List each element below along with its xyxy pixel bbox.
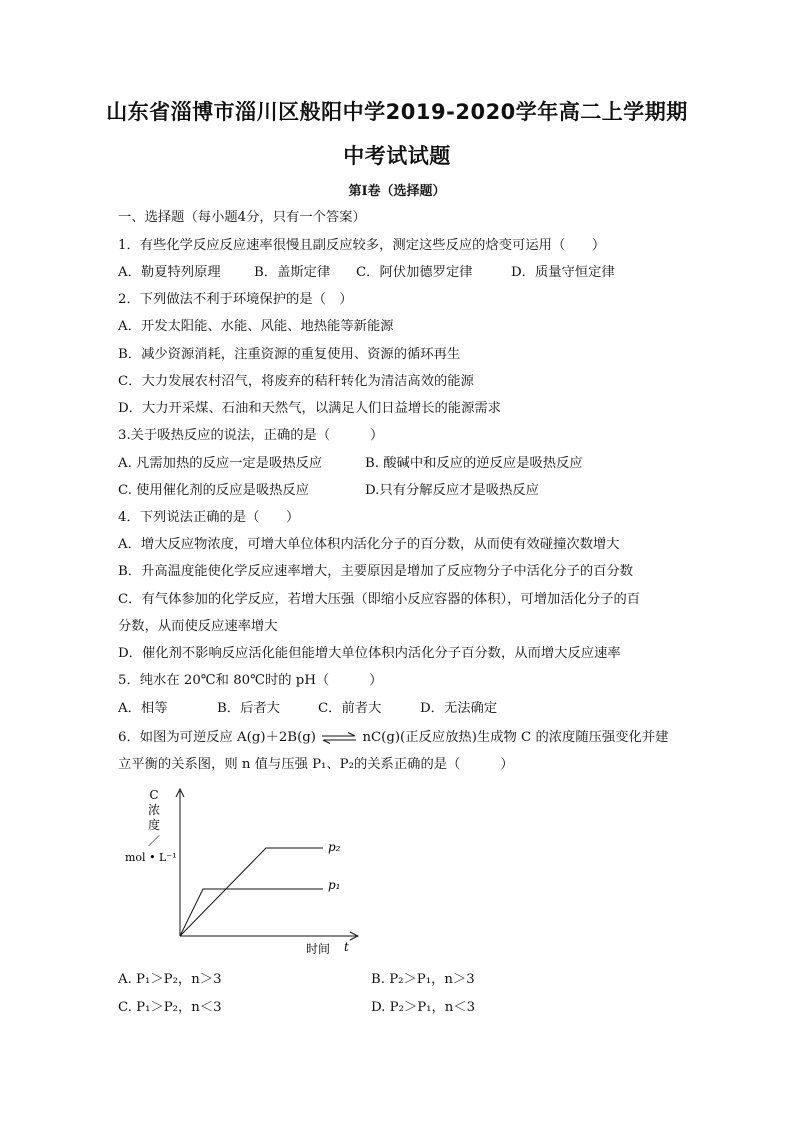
page-title: 山东省淄博市淄川区般阳中学2019-2020学年高二上学期期	[106, 100, 688, 124]
question-5-option-d: D．无法确定	[420, 701, 498, 716]
graph-curve-p1-label: p₁	[328, 878, 341, 892]
section-heading: 第Ⅰ卷（选择题）	[348, 184, 446, 199]
question-4-option-a: A．增大反应物浓度，可增大单位体积内活化分子的百分数，从而使有效碰撞次数增大	[118, 537, 620, 552]
graph-ylabel-2: 浓	[147, 803, 161, 817]
question-6-option-a: A. P₁＞P₂，n＞3	[118, 972, 222, 987]
question-5-stem: 5．纯水在 20℃和 80℃时的 pH（ ）	[118, 673, 383, 688]
question-2-option-a: A．开发太阳能、水能、风能、地热能等新能源	[118, 319, 394, 334]
question-2-stem: 2．下列做法不利于环境保护的是（ ）	[118, 292, 353, 307]
question-1-option-a: A．勒夏特列原理	[118, 265, 221, 280]
question-4-option-c: C．有气体参加的化学反应，若增大压强（即缩小反应容器的体积），可增加活化分子的百	[118, 592, 641, 607]
question-4-stem: 4．下列说法正确的是（ ）	[118, 510, 300, 525]
question-1-option-d: D．质量守恒定律	[511, 265, 615, 280]
question-5-option-c: C．前者大	[318, 701, 382, 716]
question-3-option-c: C. 使用催化剂的反应是吸热反应	[118, 483, 310, 498]
instructions: 一、选择题（每小题4分，只有一个答案）	[118, 210, 366, 225]
question-2-option-d: D．大力开采煤、石油和天然气，以满足人们日益增长的能源需求	[118, 401, 501, 416]
question-1-option-b: B．盖斯定律	[254, 265, 331, 280]
question-6-stem-part1: 6．如图为可逆反应 A(g)＋2B(g)	[118, 730, 316, 745]
question-3-option-a: A. 凡需加热的反应一定是吸热反应	[118, 456, 323, 471]
question-4-option-c-continued: 分数，从而使反应速率增大	[118, 619, 278, 634]
graph-xvar: t	[344, 940, 349, 954]
graph-ylabel-1: C	[149, 788, 159, 802]
question-3-option-b: B. 酸碱中和反应的逆反应是吸热反应	[365, 456, 583, 471]
graph-ylabel-4: ／	[147, 834, 161, 848]
question-4-option-b: B．升高温度能使化学反应速率增大，主要原因是增加了反应物分子中活化分子的百分数	[118, 564, 634, 579]
graph-curve-p2-label: p₂	[328, 840, 341, 854]
question-2-option-b: B．减少资源消耗，注重资源的重复使用、资源的循环再生	[118, 347, 461, 362]
question-4-option-d: D．催化剂不影响反应活化能但能增大单位体积内活化分子百分数，从而增大反应速率	[118, 646, 621, 661]
graph-ylabel-5: mol • L⁻¹	[125, 851, 177, 864]
graph-curve-p1	[180, 889, 323, 936]
question-2-option-c: C．大力发展农村沼气，将废弃的秸秆转化为清洁高效的能源	[118, 374, 474, 389]
question-6-stem-continued: 立平衡的关系图，则 n 值与压强 P₁、P₂的关系正确的是（ ）	[118, 757, 514, 772]
question-1-stem: 1．有些化学反应反应速率很慢且副反应较多，测定这些反应的焓变可运用（ ）	[118, 238, 606, 253]
question-5-option-a: A．相等	[118, 701, 168, 716]
question-6-option-b: B. P₂＞P₁，n＞3	[371, 972, 475, 987]
page-title-continued: 中考试试题	[343, 144, 451, 168]
question-1-option-c: C．阿伏加德罗定律	[356, 265, 473, 280]
question-3-stem: 3.关于吸热反应的说法，正确的是（ ）	[118, 428, 384, 443]
question-6-option-d: D. P₂＞P₁，n＜3	[371, 1000, 476, 1015]
graph-ylabel-3: 度	[147, 818, 161, 832]
graph-xlabel: 时间	[306, 942, 331, 956]
question-6-stem	[118, 726, 668, 745]
question-5-option-b: B．后者大	[217, 701, 280, 716]
question-6-stem-part2: nC(g)(正反应放热)生成物 C 的浓度随压强变化并建	[362, 730, 669, 745]
reversible-arrow-icon	[321, 732, 357, 744]
question-3-option-d: D.只有分解反应才是吸热反应	[365, 483, 539, 498]
concentration-time-graph	[118, 785, 368, 960]
question-6-option-c: C. P₁＞P₂，n＜3	[118, 1000, 222, 1015]
